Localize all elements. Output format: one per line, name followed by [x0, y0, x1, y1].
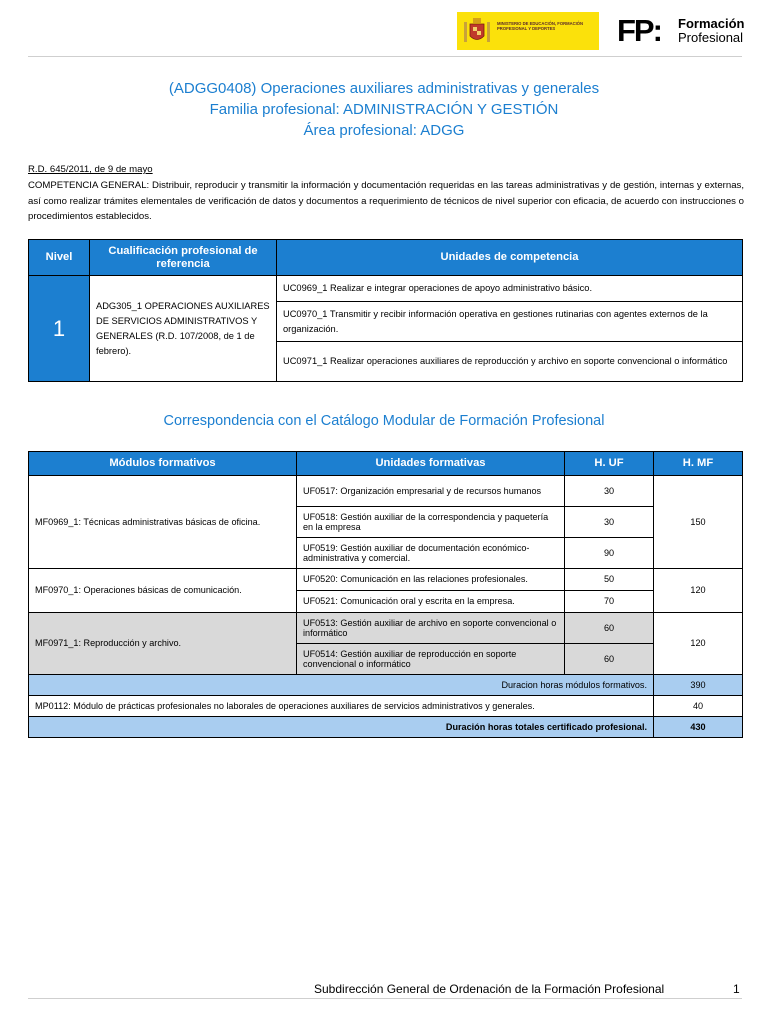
unit-hours: 60: [565, 613, 654, 644]
unit-name: UF0514: Gestión auxiliar de reproducción en soporte convencional o informático: [297, 644, 565, 675]
page-number: 1: [733, 982, 740, 996]
page-header: [0, 0, 768, 57]
total-modules-value: 390: [654, 675, 743, 696]
unit-hours: 70: [565, 591, 654, 613]
module-hours: 120: [654, 613, 743, 675]
header-hmf: H. MF: [654, 452, 743, 476]
total-value: 430: [654, 717, 743, 738]
area-title: Área profesional: ADGG: [303, 122, 465, 139]
competencia-general: COMPETENCIA GENERAL: Distribuir, reproducir y transmitir la información y documentación requeridas en las tareas administrativas y de gestión, internas y externas, así como realizar trámites elementales de verificación de datos y documentos a requerimiento de técnicos de nivel superior con eficacia, de acuerdo con instrucciones o procedimientos establecidos.: [28, 180, 744, 222]
footer-divider: [28, 998, 742, 999]
title-block: [0, 78, 768, 141]
practicas-label: MP0112: Módulo de prácticas profesionales no laborales de operaciones auxiliares de servicios administrativos y generales.: [29, 696, 654, 717]
header-unidades-competencia: Unidades de competencia: [277, 240, 743, 276]
module-hours: 150: [654, 476, 743, 569]
coat-of-arms-icon: [462, 16, 492, 46]
unit-hours: 60: [565, 644, 654, 675]
unidad-competencia-3: UC0971_1 Realizar operaciones auxiliares de reproducción y archivo en soporte convencional o informático: [277, 342, 743, 382]
total-label: Duración horas totales certificado profesional.: [29, 717, 654, 738]
qualification-table: [28, 239, 743, 382]
correspondence-subtitle: Correspondencia con el Catálogo Modular de Formación Profesional: [163, 413, 605, 429]
ministry-text: MINISTERIO DE EDUCACIÓN, FORMACIÓN PROFESIONAL Y DEPORTES: [497, 21, 584, 31]
certificate-title: (ADGG0408) Operaciones auxiliares administrativas y generales: [168, 80, 600, 97]
cualificacion-value: ADG305_1 OPERACIONES AUXILIARES DE SERVICIOS ADMINISTRATIVOS Y GENERALES (R.D. 107/2008, de 1 de febrero).: [90, 276, 277, 382]
module-name: MF0970_1: Operaciones básicas de comunicación.: [29, 569, 297, 613]
header-huf: H. UF: [565, 452, 654, 476]
unit-name: UF0513: Gestión auxiliar de archivo en soporte convencional o informático: [297, 613, 565, 644]
unit-hours: 90: [565, 538, 654, 569]
total-modules-label: Duracion horas módulos formativos.: [29, 675, 654, 696]
unit-name: UF0517: Organización empresarial y de recursos humanos: [297, 476, 565, 507]
fp-mark: FP:: [617, 13, 661, 48]
unidad-competencia-2: UC0970_1 Transmitir y recibir información operativa en gestiones rutinarias con agentes externos de la organización.: [277, 302, 743, 342]
modules-table: [28, 451, 743, 738]
fp-text-profesional: Profesional: [678, 30, 744, 45]
family-title: Familia profesional: ADMINISTRACIÓN Y GESTIÓN: [209, 101, 559, 118]
header-unidades-formativas: Unidades formativas: [297, 452, 565, 476]
header-nivel: Nivel: [29, 240, 90, 276]
module-hours: 120: [654, 569, 743, 613]
fp-logo: [617, 13, 745, 50]
module-name: MF0971_1: Reproducción y archivo.: [29, 613, 297, 675]
fp-text-formacion: Formación: [678, 16, 745, 31]
unit-name: UF0518: Gestión auxiliar de la correspondencia y paquetería en la empresa: [297, 507, 565, 538]
unit-hours: 30: [565, 507, 654, 538]
unit-hours: 30: [565, 476, 654, 507]
ministry-logo: [457, 12, 599, 50]
header-cualificacion: Cualificación profesional de referencia: [90, 240, 277, 276]
header-modulos: Módulos formativos: [29, 452, 297, 476]
practicas-value: 40: [654, 696, 743, 717]
unit-hours: 50: [565, 569, 654, 591]
unit-name: UF0520: Comunicación en las relaciones profesionales.: [297, 569, 565, 591]
footer-text: Subdirección General de Ordenación de la Formación Profesional: [314, 982, 665, 996]
unit-name: UF0519: Gestión auxiliar de documentación económico-administrativa y comercial.: [297, 538, 565, 569]
nivel-value: 1: [29, 276, 90, 382]
header-divider: [28, 56, 742, 57]
royal-decree: R.D. 645/2011, de 9 de mayo: [28, 164, 153, 175]
unit-name: UF0521: Comunicación oral y escrita en la empresa.: [297, 591, 565, 613]
module-name: MF0969_1: Técnicas administrativas básicas de oficina.: [29, 476, 297, 569]
unidad-competencia-1: UC0969_1 Realizar e integrar operaciones de apoyo administrativo básico.: [277, 276, 743, 302]
